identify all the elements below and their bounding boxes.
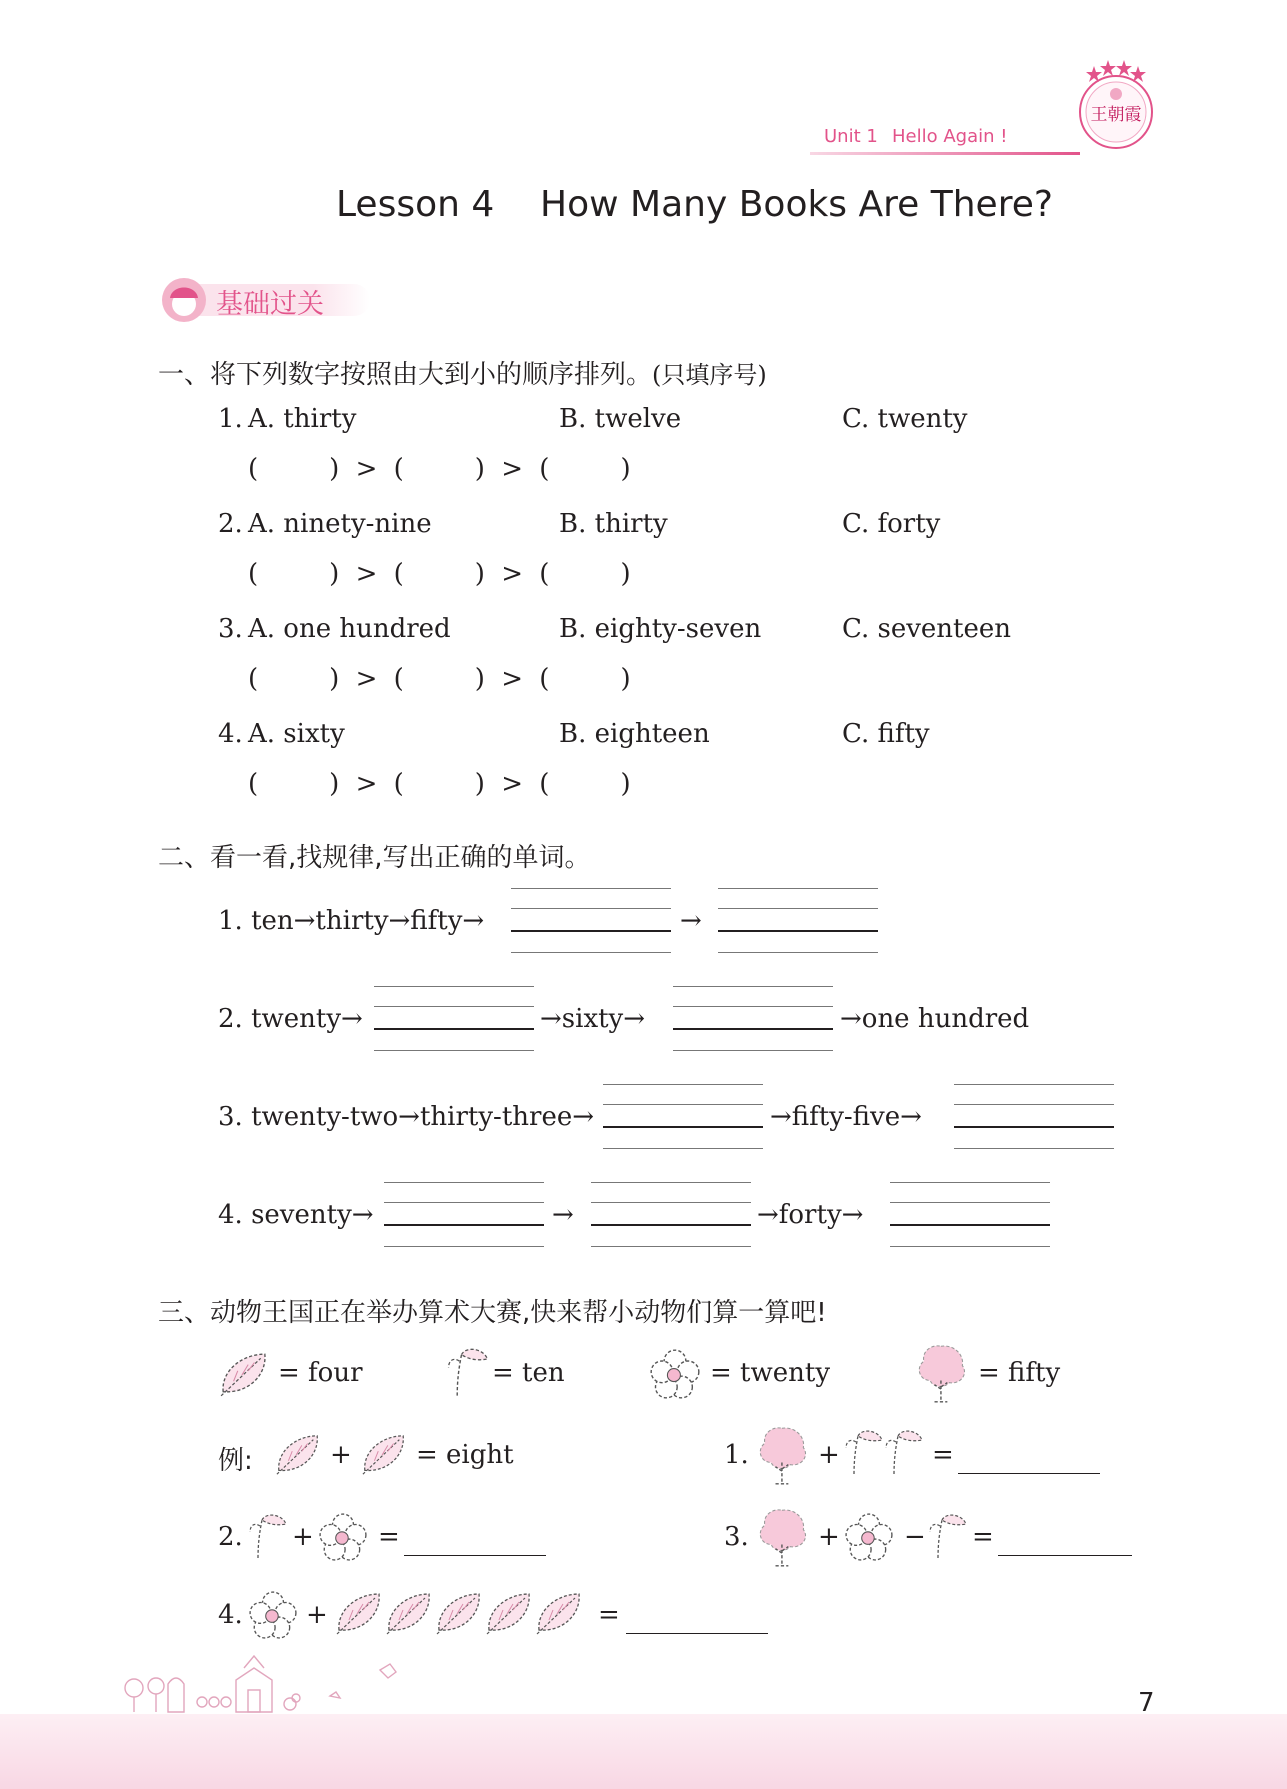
gt-sign: > (501, 454, 525, 484)
flower-icon (648, 1348, 702, 1400)
leaf-icon (384, 1590, 434, 1638)
lesson-title: Lesson 4 How Many Books Are There? (336, 184, 1053, 225)
gt-sign: > (355, 664, 379, 694)
gt-sign: > (501, 769, 525, 799)
answer-paren-close: ) (474, 769, 486, 799)
s1-option-b: B. eighteen (559, 719, 710, 749)
s2-item-1-blank-2[interactable] (718, 888, 878, 952)
header-rule (810, 152, 1080, 155)
s1-answer-row (248, 454, 632, 484)
s2-item-2-prefix: 2. twenty→ (218, 1004, 363, 1034)
answer-paren-close: ) (474, 664, 486, 694)
sprout-icon (884, 1428, 924, 1478)
gt-sign: > (355, 559, 379, 589)
legend-sprout-value: = ten (492, 1358, 565, 1388)
answer-paren-open: ( (539, 664, 551, 694)
badge-label: 基础过关 (216, 289, 324, 320)
s2-item-4-mid: →forty→ (757, 1200, 864, 1230)
answer-paren-open: ( (248, 454, 260, 484)
s1-item-number: 3. (218, 614, 243, 644)
s2-item-2-blank-2[interactable] (673, 986, 833, 1050)
s2-item-3-prefix: 3. twenty-two→thirty-three→ (218, 1102, 595, 1132)
plus-sign: + (292, 1522, 314, 1552)
footer-band (0, 1714, 1287, 1789)
q4-answer-blank[interactable] (626, 1633, 768, 1634)
q2-answer-blank[interactable] (404, 1555, 546, 1556)
leaf-icon (360, 1432, 408, 1478)
s2-item-3-blank-1[interactable] (603, 1084, 763, 1148)
q2-number: 2. (218, 1522, 243, 1552)
tree-icon (754, 1424, 812, 1486)
flower-icon (248, 1590, 298, 1640)
s2-item-1-prefix: 1. ten→thirty→fifty→ (218, 906, 485, 936)
s2-item-2-suffix: →one hundred (840, 1004, 1030, 1034)
answer-paren-close: ) (474, 454, 486, 484)
answer-paren-close: ) (620, 769, 632, 799)
s2-item-3-blank-2[interactable] (954, 1084, 1114, 1148)
q3-answer-blank[interactable] (998, 1555, 1132, 1556)
s1-answer-row (248, 664, 632, 694)
svg-text:王朝霞: 王朝霞 (1090, 105, 1142, 125)
s1-option-b: B. thirty (559, 509, 668, 539)
answer-paren-close: ) (329, 664, 341, 694)
equals-sign: = (598, 1600, 620, 1630)
answer-paren-open: ( (539, 559, 551, 589)
answer-paren-close: ) (620, 664, 632, 694)
flower-icon (318, 1512, 368, 1562)
sprout-icon (248, 1512, 288, 1562)
s1-item-number: 2. (218, 509, 243, 539)
section1-note: (只填序号) (652, 361, 767, 389)
s1-option-c: C. twenty (842, 404, 968, 434)
s2-item-1-blank-1[interactable] (511, 888, 671, 952)
s1-item-2 (218, 509, 1118, 609)
example-label: 例: (218, 1446, 253, 1476)
s1-option-a: A. ninety-nine (248, 509, 432, 539)
q1-answer-blank[interactable] (958, 1473, 1100, 1474)
section3-title: 三、动物王国正在举办算术大赛,快来帮小动物们算一算吧! (158, 1298, 827, 1328)
s2-item-4-prefix: 4. seventy→ (218, 1200, 374, 1230)
section2-title: 二、看一看,找规律,写出正确的单词。 (158, 843, 591, 873)
s1-option-a: A. one hundred (248, 614, 451, 644)
answer-paren-close: ) (474, 559, 486, 589)
gt-sign: > (355, 454, 379, 484)
q3-number: 3. (724, 1522, 749, 1552)
gt-sign: > (501, 559, 525, 589)
s1-item-4 (218, 719, 1118, 819)
answer-paren-close: ) (620, 454, 632, 484)
answer-paren-close: ) (620, 559, 632, 589)
q4-number: 4. (218, 1600, 243, 1630)
village-decoration-icon (120, 1650, 420, 1714)
girl-icon (160, 276, 208, 324)
section-badge (160, 274, 380, 324)
answer-paren-open: ( (539, 454, 551, 484)
s2-item-4-blank-2[interactable] (591, 1182, 751, 1246)
answer-paren-close: ) (329, 769, 341, 799)
plus-sign: + (818, 1440, 840, 1470)
sprout-icon (446, 1346, 490, 1400)
section1-title-text: 一、将下列数字按照由大到小的顺序排列。 (158, 360, 653, 390)
gt-sign: > (355, 769, 379, 799)
tree-icon (912, 1342, 972, 1404)
s2-item-2-blank-1[interactable] (374, 986, 534, 1050)
leaf-icon (274, 1432, 322, 1478)
s1-answer-row (248, 559, 632, 589)
answer-paren-open: ( (393, 664, 405, 694)
answer-paren-close: ) (329, 454, 341, 484)
s1-option-a: A. thirty (248, 404, 357, 434)
s1-item-1 (218, 404, 1118, 504)
answer-paren-open: ( (248, 559, 260, 589)
answer-paren-open: ( (248, 769, 260, 799)
leaf-icon (218, 1350, 270, 1400)
q1-number: 1. (724, 1440, 749, 1470)
plus-sign: + (306, 1600, 328, 1630)
answer-paren-open: ( (393, 454, 405, 484)
s2-item-4-blank-3[interactable] (890, 1182, 1050, 1246)
plus-sign: + (818, 1522, 840, 1552)
s2-item-3-mid: →fifty-five→ (770, 1102, 922, 1132)
s1-option-c: C. seventeen (842, 614, 1012, 644)
s2-item-2-mid: →sixty→ (540, 1004, 646, 1034)
s1-item-number: 4. (218, 719, 243, 749)
answer-paren-open: ( (248, 664, 260, 694)
answer-paren-open: ( (393, 769, 405, 799)
publisher-logo (1072, 58, 1160, 154)
minus-sign: − (904, 1522, 926, 1552)
tree-icon (754, 1506, 812, 1568)
legend-tree-value: = fifty (978, 1358, 1061, 1388)
example-result: = eight (416, 1440, 514, 1470)
section1-title (158, 354, 767, 391)
logo-seal-icon (1072, 58, 1160, 154)
leaf-icon (334, 1590, 384, 1638)
answer-paren-close: ) (329, 559, 341, 589)
unit-title: Hello Again ! (892, 126, 1008, 147)
sprout-icon (928, 1512, 968, 1562)
s1-option-b: B. twelve (559, 404, 682, 434)
gt-sign: > (501, 664, 525, 694)
s2-item-4-arrow: → (552, 1200, 574, 1230)
s2-item-1-arrow: → (680, 906, 702, 936)
s1-item-number: 1. (218, 404, 243, 434)
s2-item-4-blank-1[interactable] (384, 1182, 544, 1246)
s1-option-c: C. forty (842, 509, 941, 539)
equals-sign: = (378, 1522, 400, 1552)
flower-icon (844, 1512, 894, 1562)
s1-item-3 (218, 614, 1118, 714)
s1-option-c: C. fifty (842, 719, 930, 749)
s1-option-b: B. eighty-seven (559, 614, 762, 644)
equals-sign: = (932, 1440, 954, 1470)
s1-answer-row (248, 769, 632, 799)
equals-sign: = (972, 1522, 994, 1552)
leaf-icon (484, 1590, 534, 1638)
plus-sign: + (330, 1440, 352, 1470)
legend-flower-value: = twenty (710, 1358, 831, 1388)
unit-label: Unit 1 (824, 126, 878, 147)
answer-paren-open: ( (393, 559, 405, 589)
legend-leaf-value: = four (278, 1358, 363, 1388)
leaf-icon (434, 1590, 484, 1638)
answer-paren-open: ( (539, 769, 551, 799)
sprout-icon (844, 1428, 884, 1478)
leaf-icon (534, 1590, 584, 1638)
page-number: 7 (1138, 1688, 1155, 1718)
s1-option-a: A. sixty (248, 719, 345, 749)
